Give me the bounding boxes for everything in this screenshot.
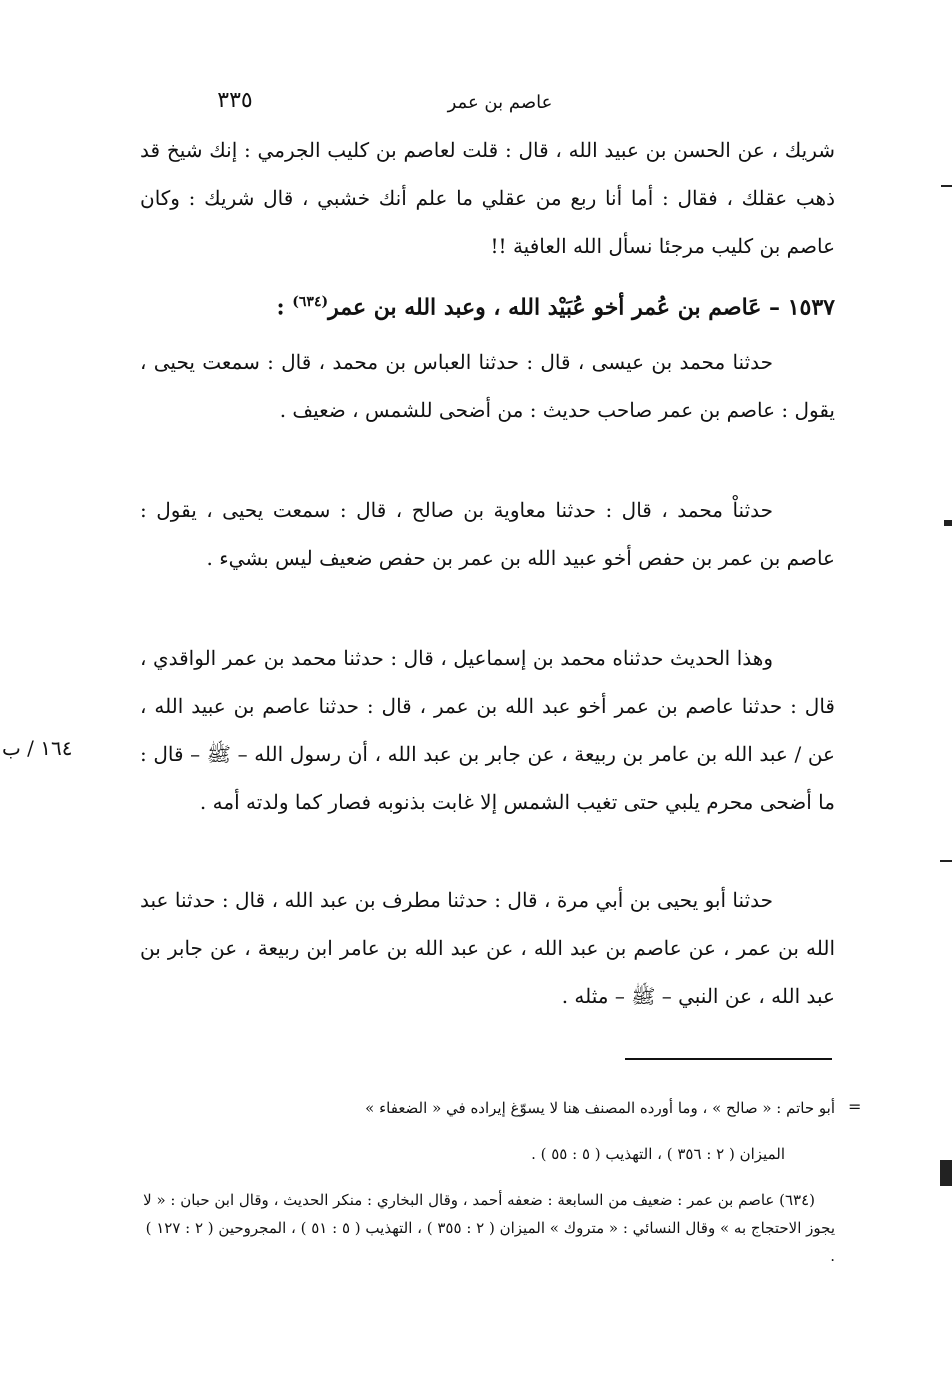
page-number: ٣٣٥ xyxy=(217,88,253,113)
scan-edge-mark xyxy=(940,860,952,862)
entry-heading xyxy=(140,278,835,331)
footnote-ref-634: (٦٣٤) xyxy=(292,294,329,310)
paragraph-5: حدثنا أبو يحيى بن أبي مرة ، قال : حدثنا مطرف بن عبد الله ، قال : حدثنا عبد الله بن عمر ، عن عاصم بن عبد الله ، عن عبد الله بن عامر ابن ربيعة ، عن جابر بن عبد الله ، عن النبي – ﷺ – مثله . xyxy=(140,888,835,1008)
paragraph-1: شريك ، عن الحسن بن عبيد الله ، قال : قلت لعاصم بن كليب الجرمي : إنك شيخ قد ذهب عقلك ، فقال : أما أنا ربع من عقلي ما علم أنك خشبي ، قال شريك : وكان عاصم بن كليب مرجئا نسأل الله العافية !! xyxy=(140,138,835,258)
paragraph-2: حدثنا محمد بن عيسى ، قال : حدثنا العباس بن محمد ، قال : سمعت يحيى ، يقول : عاصم بن عمر صاحب حديث : من أضحى للشمس ، ضعيف . xyxy=(140,350,835,422)
footnote-previous-line-1: أبو حاتم : « صالح » ، وما أورده المصنف هنا لا يسوّغ إيراده في « الضعفاء » xyxy=(365,1099,835,1117)
footnote-separator-rule xyxy=(625,1058,832,1060)
folio-margin-note: ١٦٤ / ب xyxy=(2,736,73,760)
footnote-continuation-mark: = xyxy=(848,1097,862,1116)
paragraph-3: حدثناْ محمد ، قال : حدثنا معاوية بن صالح ، قال : سمعت يحيى ، يقول : عاصم بن عمر بن حفص أخو عبيد الله بن عمر بن حفص ضعيف ليس بشيء . xyxy=(140,498,835,570)
scan-edge-mark xyxy=(941,185,952,187)
scan-edge-mark xyxy=(940,1160,952,1186)
entry-heading-colon: : xyxy=(276,294,293,321)
entry-heading-text: ١٥٣٧ – عَاصم بن عُمر أخو عُبَيْد الله ، وعبد الله بن عمر xyxy=(328,294,835,321)
running-header-title: عاصم بن عمر xyxy=(447,92,553,113)
paragraph-4: وهذا الحديث حدثناه محمد بن إسماعيل ، قال : حدثنا محمد بن عمر الواقدي ، قال : حدثنا عاصم بن عمر أخو عبد الله بن عمر ، قال : حدثنا عاصم بن عبيد الله ، عن / عبد الله بن عامر بن ربيعة ، عن جابر بن عبد الله ، أن رسول الله – ﷺ – قال : ما أضحى محرم يلبي حتى تغيب الشمس إلا غابت بذنوبه فصار كما ولدته أمه . xyxy=(140,646,835,814)
footnote-634: (٦٣٤) عاصم بن عمر : ضعيف من السابعة : ضعفه أحمد ، وقال البخاري : منكر الحديث ، وقال ابن حبان : « لا يجوز الاحتجاج به » وقال النسائي : « متروك » الميزان ( ٢ : ٣٥٥ ) ، التهذيب ( ٥ : ٥١ ) ، المجروحين ( ٢ : ١٢٧ ) . xyxy=(143,1191,835,1265)
footnote-previous-line-2: الميزان ( ٢ : ٣٥٦ ) ، التهذيب ( ٥ : ٥٥ ) . xyxy=(531,1145,785,1163)
scan-edge-mark xyxy=(944,520,952,526)
